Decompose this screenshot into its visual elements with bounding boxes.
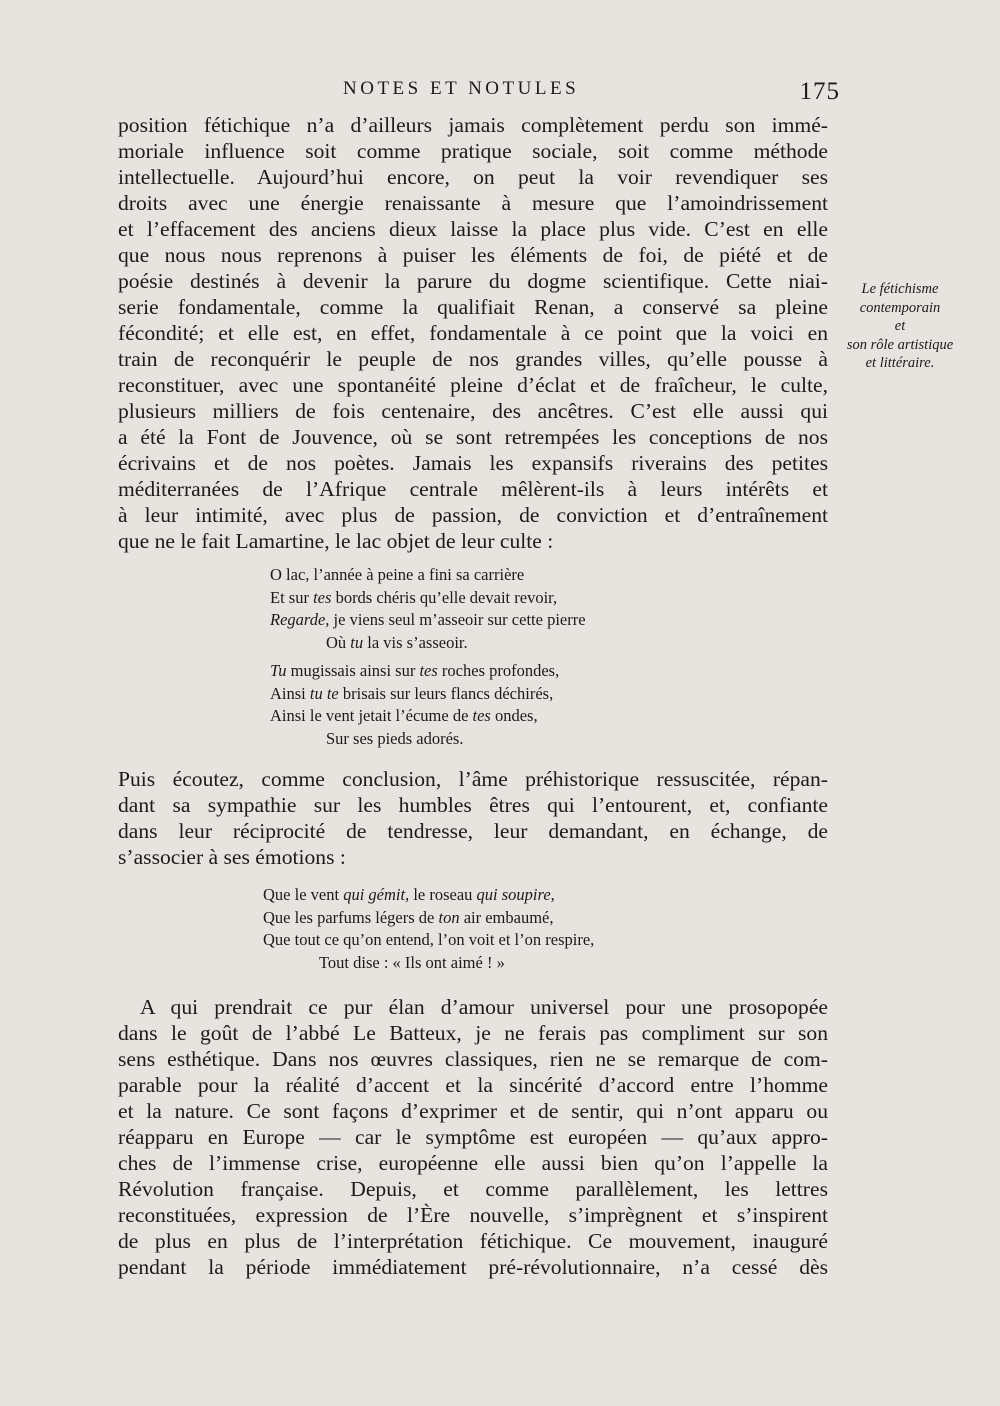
verse-stanza-2	[270, 660, 559, 750]
verse-line: Ainsi le vent jetait l’écume de tes ondes,	[270, 706, 538, 725]
verse-line: Et sur tes bords chéris qu’elle devait revoir,	[270, 587, 558, 607]
text-line: méditerranées de l’Afrique centrale mêlèrent-ils à leurs intérêts et	[118, 477, 828, 501]
text-line: dans leur réciprocité de tendresse, leur demandant, en échange, de	[118, 819, 828, 843]
margin-note-line: Le fétichisme	[861, 281, 939, 297]
margin-note-line: et	[894, 318, 906, 334]
text-line: a été la Font de Jouvence, où se sont retrempées les conceptions de nos	[118, 425, 828, 449]
verse-line: Que tout ce qu’on entend, l’on voit et l’on respire,	[263, 930, 595, 949]
verse-line: Regarde, je viens seul m’asseoir sur cette pierre	[270, 610, 586, 629]
text-line: serie fondamentale, comme la qualifiait Renan, a conservé sa pleine	[118, 295, 828, 319]
text-line: ches de l’immense crise, européenne elle aussi bien qu’on l’appelle la	[118, 1151, 828, 1175]
paragraph-3	[118, 994, 828, 1280]
text-line: position fétichique n’a d’ailleurs jamais complètement perdu son immé-	[118, 113, 828, 137]
paragraph-2	[118, 766, 828, 870]
text-line: train de reconquérir le peuple de nos grandes villes, qu’elle pousse à	[118, 347, 828, 371]
verse-line: O lac, l’année à peine a fini sa carrière	[270, 565, 525, 584]
text-line: moriale influence soit comme pratique sociale, soit comme méthode	[118, 139, 828, 163]
margin-note-line: son rôle artistique	[846, 336, 954, 353]
verse-stanza-1	[270, 564, 586, 654]
text-line: écrivains et de nos poètes. Jamais les expansifs riverains des petites	[118, 451, 828, 475]
text-line: parable pour la réalité d’accent et la sincérité d’accord entre l’homme	[118, 1073, 828, 1097]
text-line: de plus en plus de l’interprétation fétichique. Ce mouvement, inauguré	[118, 1229, 828, 1253]
verse-line: Que les parfums légers de ton air embaumé,	[263, 907, 554, 927]
verse-line: Où tu la vis s’asseoir.	[326, 632, 468, 652]
text-line: Puis écoutez, comme conclusion, l’âme préhistorique ressuscitée, répan-	[118, 767, 828, 791]
text-line: que nous nous reprenons à puiser les éléments de foi, de piété et de	[118, 243, 828, 267]
page-number: 175	[799, 78, 840, 105]
text-line: que ne le fait Lamartine, le lac objet de leur culte :	[118, 529, 554, 553]
text-line: reconstituer, avec une spontanéité pleine d’éclat et de fraîcheur, le culte,	[118, 373, 828, 397]
text-line: dant sa sympathie sur les humbles êtres qui l’entourent, et, confiante	[118, 793, 828, 817]
text-line: réapparu en Europe — car le symptôme est européen — qu’aux appro-	[118, 1125, 828, 1149]
text-line: fécondité; et elle est, en effet, fondamentale à ce point que la voici en	[118, 321, 828, 345]
verse-line: Tout dise : « Ils ont aimé ! »	[319, 952, 505, 972]
text-line: droits avec une énergie renaissante à mesure que l’amoindrissement	[118, 191, 828, 215]
margin-note-line: contemporain	[859, 299, 941, 316]
paragraph-1	[118, 112, 828, 554]
text-line: dans le goût de l’abbé Le Batteux, je ne ferais pas compliment sur son	[118, 1021, 828, 1045]
margin-note	[835, 280, 965, 373]
text-line: Révolution française. Depuis, et comme parallèlement, les lettres	[118, 1177, 828, 1201]
text-line: plusieurs milliers de fois centenaire, des ancêtres. C’est elle aussi qui	[118, 399, 828, 423]
running-head	[118, 74, 840, 105]
text-line: pendant la période immédiatement pré-révolutionnaire, n’a cessé dès	[118, 1255, 828, 1279]
verse-stanza-3	[263, 884, 594, 974]
verse-line: Que le vent qui gémit, le roseau qui soupire,	[263, 885, 555, 904]
text-line: A qui prendrait ce pur élan d’amour universel pour une prosopopée	[140, 995, 828, 1019]
verse-line: Sur ses pieds adorés.	[326, 728, 464, 748]
text-line: sens esthétique. Dans nos œuvres classiques, rien ne se remarque de com-	[118, 1047, 828, 1071]
verse-line: Tu mugissais ainsi sur tes roches profondes,	[270, 661, 560, 680]
text-line: s’associer à ses émotions :	[118, 845, 346, 869]
verse-line: Ainsi tu te brisais sur leurs flancs déchirés,	[270, 683, 554, 703]
text-line: et la nature. Ce sont façons d’exprimer et de sentir, qui n’ont apparu ou	[118, 1099, 828, 1123]
text-line: poésie destinés à devenir la parure du dogme scientifique. Cette niai-	[118, 269, 828, 293]
text-line: intellectuelle. Aujourd’hui encore, on peut la voir revendiquer ses	[118, 165, 828, 189]
text-line: reconstituées, expression de l’Ère nouvelle, s’imprègnent et s’inspirent	[118, 1203, 828, 1227]
text-line: à leur intimité, avec plus de passion, de conviction et d’entraînement	[118, 503, 828, 527]
running-title: NOTES ET NOTULES	[343, 78, 580, 99]
text-line: et l’effacement des anciens dieux laisse la place plus vide. C’est en elle	[118, 217, 828, 241]
margin-note-line: et littéraire.	[865, 355, 935, 371]
